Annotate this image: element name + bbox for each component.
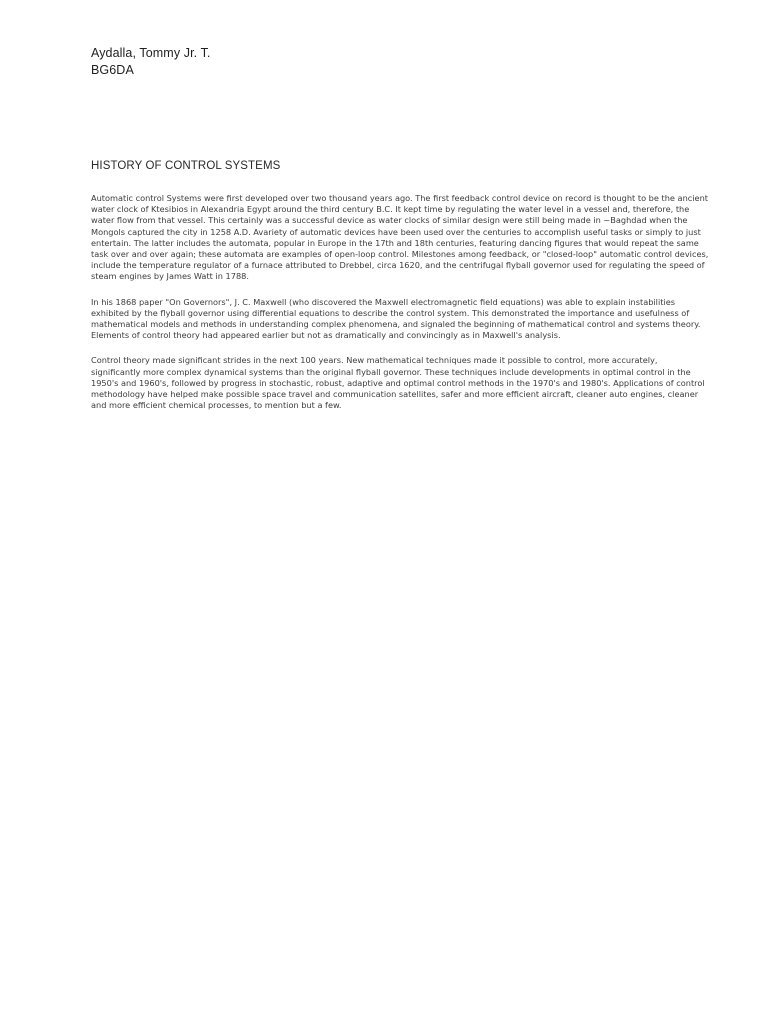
paragraph-3: Control theory made significant strides in the next 100 years. New mathematical techniques made it possible to control, more accurately, significantly more complex dynamical systems than the original flyball governor. These techniques include developments in optimal control in the 1950's and 1960's, followed by progress in stochastic, robust, adaptive and optimal control methods in the 1970's and 1980's. Applications of control methodology have helped make possible space travel and communication satellites, safer and more efficient aircraft, cleaner auto engines, cleaner and more efficient chemical processes, to mention but a few. — [91, 355, 705, 411]
document-title: HISTORY OF CONTROL SYSTEMS — [91, 160, 281, 172]
paragraph-2: In his 1868 paper "On Governors", J. C. Maxwell (who discovered the Maxwell electromagnetic field equations) was able to explain instabilities exhibited by the flyball governor using differential equations to describe the control system. This demonstrated the importance and usefulness of mathematical models and methods in understanding complex phenomena, and signaled the beginning of mathematical control and systems theory. Elements of control theory had appeared earlier but not as dramatically and convincingly as in Maxwell's analysis. — [91, 296, 701, 341]
section-code: BG6DA — [91, 63, 134, 77]
document-header — [91, 45, 691, 79]
paragraph-1: Automatic control Systems were first developed over two thousand years ago. The first feedback control device on record is thought to be the ancient water clock of Ktesibios in Alexandria Egypt around the third century B.C. It kept time by regulating the water level in a vessel and, therefore, the water flow from that vessel. This certainly was a successful device as water clocks of similar design were still being made in ~Baghdad when the Mongols captured the city in 1258 A.D. Avariety of automatic devices have been used over the centuries to accomplish useful tasks or simply to just entertain. The latter includes the automata, popular in Europe in the 17th and 18th centuries, featuring dancing figures that would repeat the same task over and over again; these automata are examples of open-loop control. Milestones among feedback, or "closed-loop" automatic control devices, include the temperature regulator of a furnace attributed to Drebbel, circa 1620, and the centrifugal flyball governor used for regulating the speed of steam engines by James Watt in 1788. — [91, 193, 709, 282]
author-name: Aydalla, Tommy Jr. T. — [91, 46, 211, 60]
document-body — [91, 193, 709, 422]
